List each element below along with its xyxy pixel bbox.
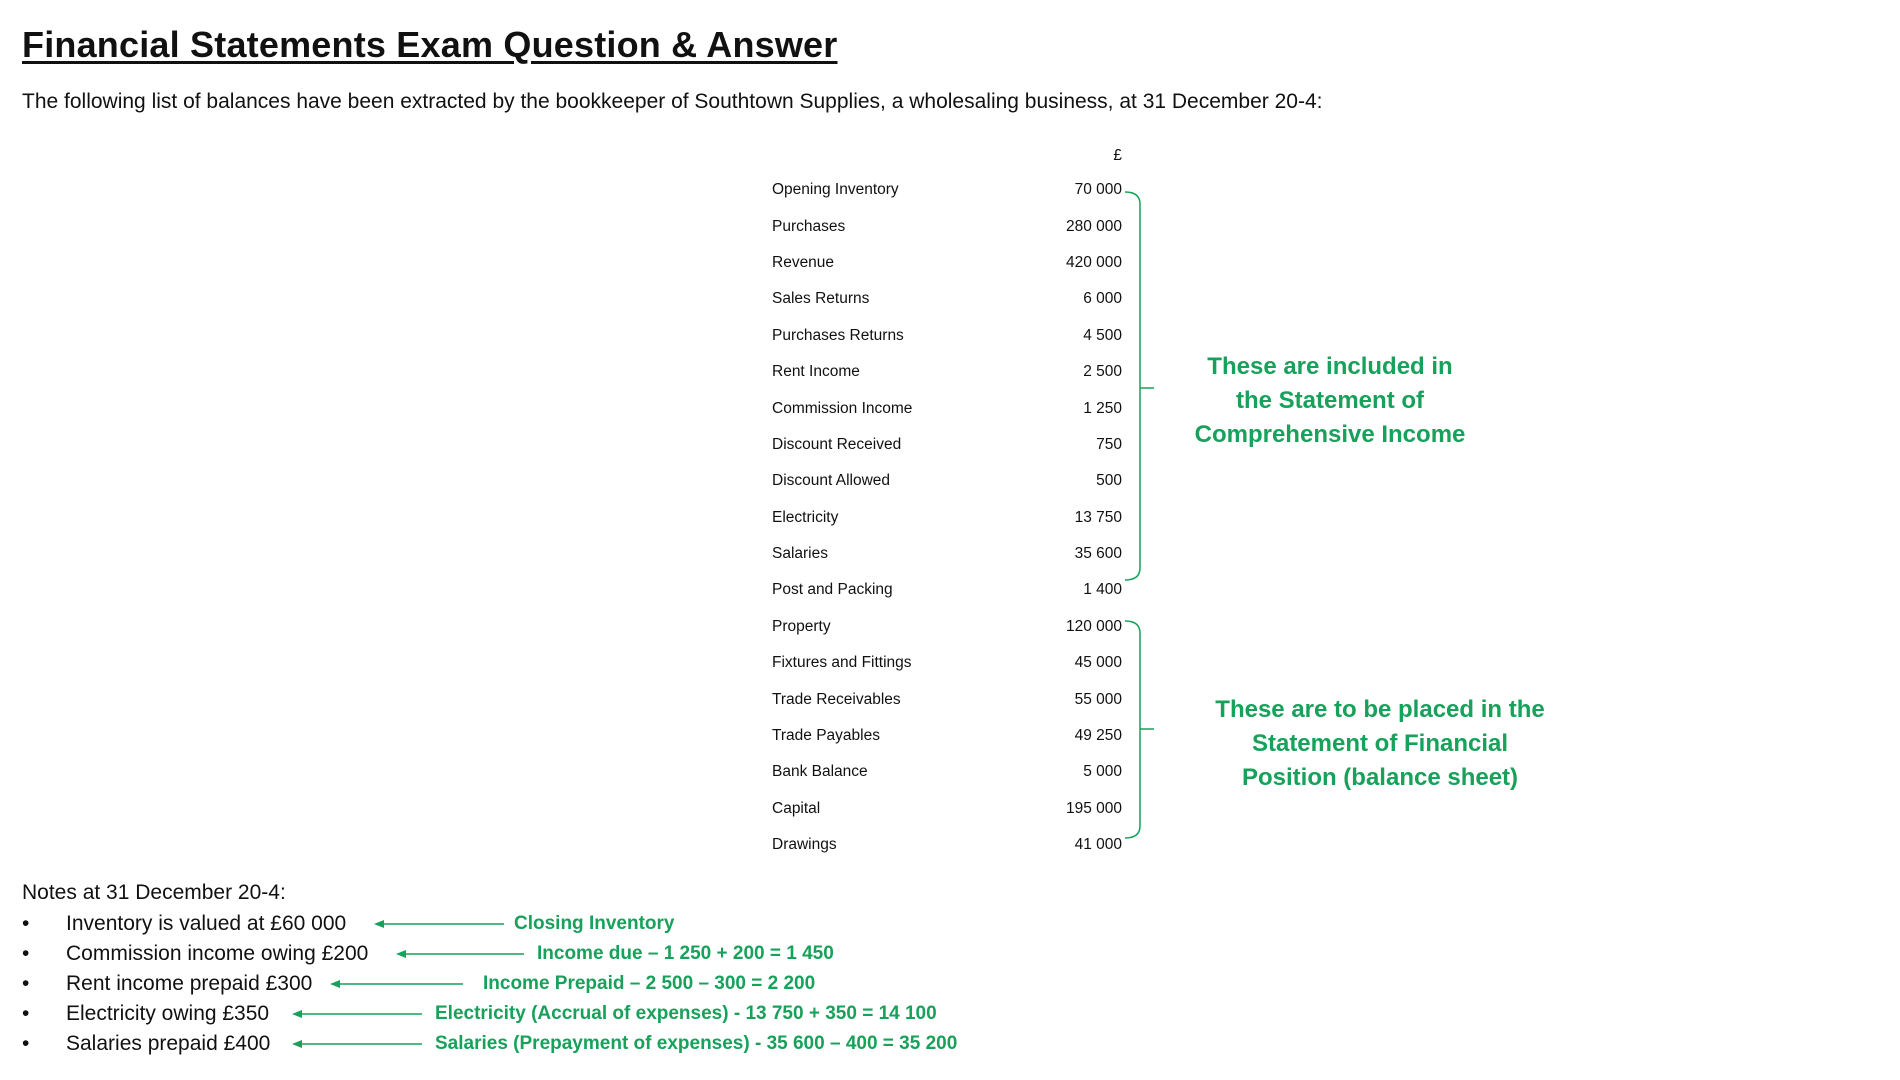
note-comment: Income due – 1 250 + 200 = 1 450: [537, 943, 834, 964]
balance-amount: 750: [1096, 435, 1122, 453]
arrow-left-icon: [396, 940, 526, 970]
balance-name: Bank Balance: [772, 763, 868, 781]
balance-name: Electricity: [772, 508, 839, 526]
income-label-line-2: the Statement of: [1235, 387, 1424, 414]
table-row: [772, 536, 1122, 572]
balance-name: Revenue: [772, 253, 835, 271]
note-comment: Salaries (Prepayment of expenses) - 35 600 – 400 = 35 200: [435, 1033, 958, 1054]
balance-name: Purchases Returns: [772, 326, 904, 344]
income-label-line-1: These are included in: [1207, 353, 1453, 380]
position-bracket: [1124, 619, 1184, 849]
list-item: [0, 1000, 1100, 1030]
balance-amount: 5 000: [1083, 763, 1122, 781]
balance-name: Post and Packing: [772, 581, 893, 599]
list-item: [0, 970, 1100, 1000]
table-row: [772, 754, 1122, 790]
table-row: [772, 609, 1122, 645]
balance-amount: 41 000: [1074, 836, 1122, 854]
balance-name: Capital: [772, 799, 821, 817]
balance-amount: 280 000: [1065, 217, 1122, 235]
financial-position-label: [1200, 693, 1560, 795]
table-row: [772, 645, 1122, 681]
note-text: Inventory is valued at £60 000: [66, 912, 347, 935]
note-comment: Electricity (Accrual of expenses) - 13 750 + 350 = 14 100: [435, 1003, 937, 1024]
balance-name: Opening Inventory: [772, 181, 899, 199]
intro-text: The following list of balances have been extracted by the bookkeeper of Southtown Supplies, a wholesaling business, at 31 December 20-4:: [22, 90, 1323, 113]
arrow-left-icon: [330, 970, 465, 1000]
balance-name: Purchases: [772, 217, 846, 235]
table-row: [772, 172, 1122, 208]
note-comment: Closing Inventory: [514, 913, 675, 934]
note-text: Salaries prepaid £400: [66, 1032, 271, 1055]
bullet: •: [22, 912, 30, 935]
table-row: [772, 208, 1122, 244]
table-row: [772, 245, 1122, 281]
page-title: Financial Statements Exam Question & Answer: [22, 24, 838, 65]
balance-name: Commission Income: [772, 399, 913, 417]
list-item: [0, 940, 1100, 970]
balance-name: Salaries: [772, 545, 828, 563]
income-label-line-3: Comprehensive Income: [1194, 421, 1466, 448]
list-item: [0, 1030, 1100, 1060]
balance-name: Trade Payables: [772, 727, 880, 745]
income-bracket: [1124, 190, 1184, 590]
currency-header: £: [1113, 147, 1122, 164]
balance-amount: 420 000: [1065, 253, 1122, 271]
table-row: [772, 427, 1122, 463]
table-row: [772, 500, 1122, 536]
table-row: [772, 718, 1122, 754]
bullet: •: [22, 1002, 30, 1025]
table-row: [772, 281, 1122, 317]
balances-table: [772, 140, 1122, 863]
balance-amount: 6 000: [1083, 290, 1122, 308]
balance-amount: 49 250: [1074, 727, 1122, 745]
balance-amount: 1 250: [1083, 399, 1122, 417]
balance-amount: 195 000: [1065, 799, 1122, 817]
note-text: Rent income prepaid £300: [66, 972, 313, 995]
balance-amount: 35 600: [1074, 545, 1122, 563]
table-row: [772, 354, 1122, 390]
arrow-left-icon: [374, 910, 506, 940]
table-header-row: [772, 140, 1122, 172]
arrow-left-icon: [292, 1030, 424, 1060]
table-row: [772, 827, 1122, 863]
table-row: [772, 390, 1122, 426]
note-comment: Income Prepaid – 2 500 – 300 = 2 200: [483, 973, 816, 994]
list-item: [0, 910, 1100, 940]
income-statement-label: [1180, 350, 1480, 452]
bullet: •: [22, 942, 30, 965]
balance-amount: 13 750: [1074, 508, 1122, 526]
table-row: [772, 463, 1122, 499]
balance-name: Discount Allowed: [772, 472, 891, 490]
table-row: [772, 681, 1122, 717]
balance-amount: 55 000: [1074, 690, 1122, 708]
balance-amount: 45 000: [1074, 654, 1122, 672]
balance-name: Sales Returns: [772, 290, 870, 308]
table-row: [772, 572, 1122, 608]
table-row: [772, 318, 1122, 354]
balance-name: Property: [772, 617, 831, 635]
balance-amount: 70 000: [1074, 181, 1122, 199]
balance-name: Discount Received: [772, 435, 902, 453]
balance-amount: 1 400: [1083, 581, 1122, 599]
notes-heading: Notes at 31 December 20-4:: [22, 881, 286, 904]
bullet: •: [22, 972, 30, 995]
balance-name: Trade Receivables: [772, 690, 901, 708]
balance-name: Drawings: [772, 836, 837, 854]
balance-name: Rent Income: [772, 363, 860, 381]
balance-name: Fixtures and Fittings: [772, 654, 912, 672]
position-label-line-2: Statement of Financial: [1251, 730, 1509, 757]
bullet: •: [22, 1032, 30, 1055]
balance-amount: 2 500: [1083, 363, 1122, 381]
note-text: Commission income owing £200: [66, 942, 369, 965]
table-row: [772, 791, 1122, 827]
position-label-line-3: Position (balance sheet): [1241, 764, 1519, 791]
note-text: Electricity owing £350: [66, 1002, 270, 1025]
balance-amount: 120 000: [1065, 617, 1122, 635]
arrow-left-icon: [292, 1000, 424, 1030]
balance-amount: 4 500: [1083, 326, 1122, 344]
balance-amount: 500: [1096, 472, 1122, 490]
position-label-line-1: These are to be placed in the: [1215, 696, 1545, 723]
